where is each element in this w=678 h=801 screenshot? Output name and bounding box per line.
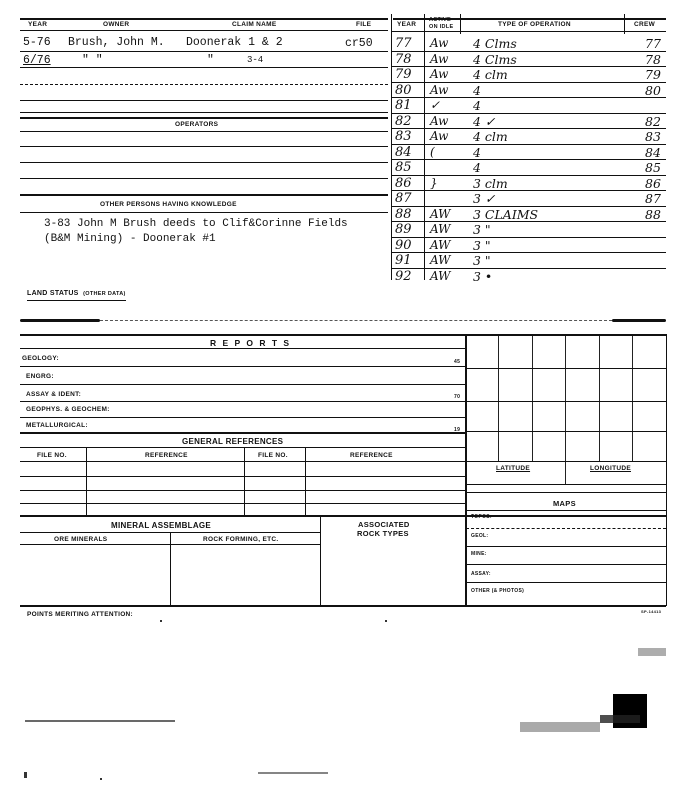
operation-crew: 82 [645, 113, 661, 129]
report-metallurgical: METALLURGICAL: [26, 422, 88, 429]
latitude-label: LATITUDE [496, 465, 531, 472]
operation-type: 3 CLAIMS [473, 206, 539, 222]
col-header-owner: OWNER [103, 21, 130, 28]
col-header-year-2: YEAR [397, 21, 417, 28]
report-geology: GEOLOGY: [22, 355, 59, 362]
owner-row-1-file: cr50 [345, 37, 373, 50]
longitude-label: LONGITUDE [590, 465, 631, 472]
operation-crew: 78 [645, 51, 661, 67]
row-rule [466, 564, 666, 565]
operation-type: 3 " [473, 237, 491, 253]
operators-label: OPERATORS [175, 121, 219, 128]
col-header-on-idle: ON IDLE [429, 24, 454, 30]
report-engrg: ENGRG: [26, 373, 54, 380]
header-rule [391, 31, 666, 32]
operation-status: AW [430, 206, 451, 221]
operation-status: Aw [430, 51, 449, 66]
operation-status: Aw [430, 113, 449, 128]
col-header-claim-name: CLAIM NAME [232, 21, 277, 28]
row-rule [20, 503, 465, 504]
operation-type: 3 " [473, 253, 491, 268]
row-rule [20, 84, 388, 85]
row-rule [20, 476, 465, 477]
operation-year: 87 [395, 191, 412, 206]
form-number: SP-14413 [641, 609, 662, 614]
land-status-label: LAND STATUS [27, 290, 79, 297]
maps-assay: ASSAY: [471, 571, 491, 577]
section-rule [20, 432, 465, 434]
operation-crew: 83 [645, 129, 661, 144]
operation-year: 79 [395, 67, 412, 82]
scan-block [600, 715, 640, 723]
operation-status: Aw [430, 67, 449, 81]
operation-year: 86 [395, 175, 412, 191]
operation-year: 84 [395, 144, 412, 160]
scan-mark [612, 319, 666, 322]
row-rule [20, 401, 465, 402]
operation-type: 3 " [473, 222, 491, 237]
maps-geol: GEOL: [471, 533, 489, 539]
operation-status: AW [430, 268, 451, 283]
general-references-title: GENERAL REFERENCES [182, 437, 284, 446]
grid-border [666, 334, 667, 606]
operation-type: 4 [473, 160, 481, 175]
maps-title: MAPS [553, 499, 576, 508]
operation-type: 4 clm [473, 129, 508, 144]
operation-crew: 87 [645, 191, 661, 206]
top-rule [20, 18, 388, 20]
operation-status: } [430, 175, 438, 190]
scan-speck [24, 772, 27, 778]
scan-speck [385, 620, 387, 622]
operation-year: 85 [395, 160, 412, 175]
grid-line [466, 368, 666, 369]
row-rule [20, 178, 388, 179]
knowledge-line-2: (B&M Mining) - Doonerak #1 [44, 233, 216, 245]
operation-status: AW [430, 253, 451, 267]
operation-year: 91 [395, 253, 412, 268]
row-rule [20, 384, 465, 385]
operation-year: 92 [395, 268, 412, 284]
row-rule [20, 100, 388, 101]
grid-line [466, 431, 666, 432]
section-rule [20, 605, 666, 607]
ore-minerals-label: ORE MINERALS [54, 536, 108, 543]
row-rule [20, 212, 388, 213]
grid-line [632, 336, 633, 461]
grid-line [466, 461, 666, 462]
operation-crew: 79 [645, 67, 661, 82]
col-header-year: YEAR [28, 21, 48, 28]
row-rule [20, 51, 388, 52]
row-rule [20, 67, 388, 68]
land-status [27, 282, 126, 301]
operation-status: AW [430, 237, 451, 252]
points-meriting-attention-label: POINTS MERITING ATTENTION: [27, 611, 134, 618]
operation-year: 77 [395, 36, 412, 51]
row-rule [466, 546, 666, 547]
owner-row-2-claim-range: 3-4 [247, 55, 264, 65]
col-rule [86, 448, 87, 516]
operation-status: Aw [430, 129, 449, 143]
report-geophys: GEOPHYS. & GEOCHEM: [26, 406, 110, 413]
row-rule [466, 528, 666, 529]
operation-type: 4 ✓ [473, 113, 496, 129]
col-rule [170, 533, 171, 605]
operation-type: 3 ✓ [473, 191, 496, 206]
col-rule [244, 448, 245, 516]
grid-line [532, 336, 533, 461]
col-rule [391, 14, 392, 280]
section-rule [20, 515, 666, 517]
header-rule [20, 30, 388, 31]
maps-topos: TOPOS: [471, 514, 492, 520]
scan-streak [638, 648, 666, 656]
owner-row-2-year: 6/76 [23, 54, 51, 67]
operation-year: 82 [395, 113, 412, 129]
operation-type: 3 clm [473, 175, 508, 191]
report-assay: ASSAY & IDENT: [26, 391, 82, 398]
owner-row-2-owner: " " [82, 54, 103, 67]
section-rule [20, 117, 388, 119]
section-rule [20, 334, 666, 336]
grid-line [466, 484, 666, 485]
operation-status: Aw [430, 36, 449, 50]
operation-year: 88 [395, 206, 412, 222]
operation-status: Aw [430, 82, 449, 97]
operation-year: 78 [395, 51, 412, 67]
other-persons-label: OTHER PERSONS HAVING KNOWLEDGE [100, 201, 237, 208]
row-rule [20, 490, 465, 491]
operation-type: 4 clm [473, 67, 508, 82]
scan-streak [258, 772, 328, 774]
maps-mine: MINE: [471, 551, 487, 557]
scan-mark [20, 319, 100, 322]
land-status-sub: (OTHER DATA) [83, 291, 126, 297]
owner-row-2-claim: " [207, 54, 214, 67]
row-rule [20, 162, 388, 163]
scan-streak [25, 720, 175, 722]
scan-streak [520, 722, 600, 732]
row-rule [466, 582, 666, 583]
scan-speck [160, 620, 162, 622]
rock-types-label: ROCK TYPES [357, 529, 409, 538]
operation-type: 4 Clms [473, 36, 517, 51]
owner-row-1-owner: Brush, John M. [68, 36, 165, 49]
scan-speck [100, 778, 102, 780]
report-num-70: 70 [454, 394, 461, 400]
col-header-type-of-operation: TYPE OF OPERATION [498, 21, 571, 28]
grid-border [465, 334, 467, 606]
operation-year: 89 [395, 222, 412, 237]
operation-crew: 85 [645, 160, 661, 175]
gr-col-reference-1: REFERENCE [145, 452, 188, 459]
report-num-19: 19 [454, 427, 461, 433]
operation-status: AW [430, 222, 451, 236]
knowledge-line-1: 3-83 John M Brush deeds to Clif&Corinne Fields [44, 218, 348, 230]
scan-band [100, 320, 612, 321]
gr-col-file-no-1: FILE NO. [37, 452, 67, 459]
operation-type: 4 [473, 82, 481, 98]
row-rule [20, 146, 388, 147]
col-header-file: FILE [356, 21, 372, 28]
row-rule [20, 131, 388, 132]
operation-crew: 77 [645, 36, 661, 51]
col-header-crew: CREW [634, 21, 656, 28]
gr-col-file-no-2: FILE NO. [258, 452, 288, 459]
section-rule [20, 194, 388, 196]
gr-col-reference-2: REFERENCE [350, 452, 393, 459]
operation-year: 80 [395, 82, 412, 98]
col-rule [424, 14, 425, 280]
rock-forming-label: ROCK FORMING, ETC. [203, 536, 279, 543]
mineral-assemblage-title: MINERAL ASSEMBLAGE [111, 521, 212, 530]
row-rule [20, 112, 388, 113]
row-rule [20, 417, 465, 418]
operation-status: ( [430, 144, 435, 159]
reports-title: R E P O R T S [210, 338, 292, 348]
operation-status: ✓ [430, 98, 441, 112]
maps-other: OTHER (& PHOTOS) [471, 588, 525, 594]
operation-type: 4 [473, 98, 481, 113]
operation-row-rule [391, 159, 666, 160]
operation-type: 4 Clms [473, 51, 517, 67]
operation-year: 81 [395, 98, 412, 113]
report-num-45: 45 [454, 359, 461, 365]
row-rule [466, 510, 666, 511]
grid-line [599, 336, 600, 461]
operation-year: 83 [395, 129, 412, 144]
grid-line [466, 492, 666, 493]
grid-line [498, 336, 499, 461]
associated-label: ASSOCIATED [358, 520, 410, 529]
col-rule [305, 448, 306, 516]
row-rule [20, 348, 465, 349]
col-rule [320, 516, 321, 605]
owner-row-1-year: 5-76 [23, 36, 51, 49]
owner-row-1-claim: Doonerak 1 & 2 [186, 36, 283, 49]
operation-year: 90 [395, 237, 412, 253]
row-rule [20, 366, 465, 367]
grid-line [466, 401, 666, 402]
operation-crew: 86 [645, 175, 661, 191]
operation-type: 4 [473, 144, 481, 160]
operation-crew: 80 [645, 82, 661, 98]
operation-type: 3 • [473, 268, 493, 284]
operation-row-rule [391, 190, 666, 191]
operation-crew: 88 [645, 206, 661, 222]
operation-crew: 84 [645, 144, 661, 160]
col-header-active: ACTIVE [429, 17, 451, 23]
